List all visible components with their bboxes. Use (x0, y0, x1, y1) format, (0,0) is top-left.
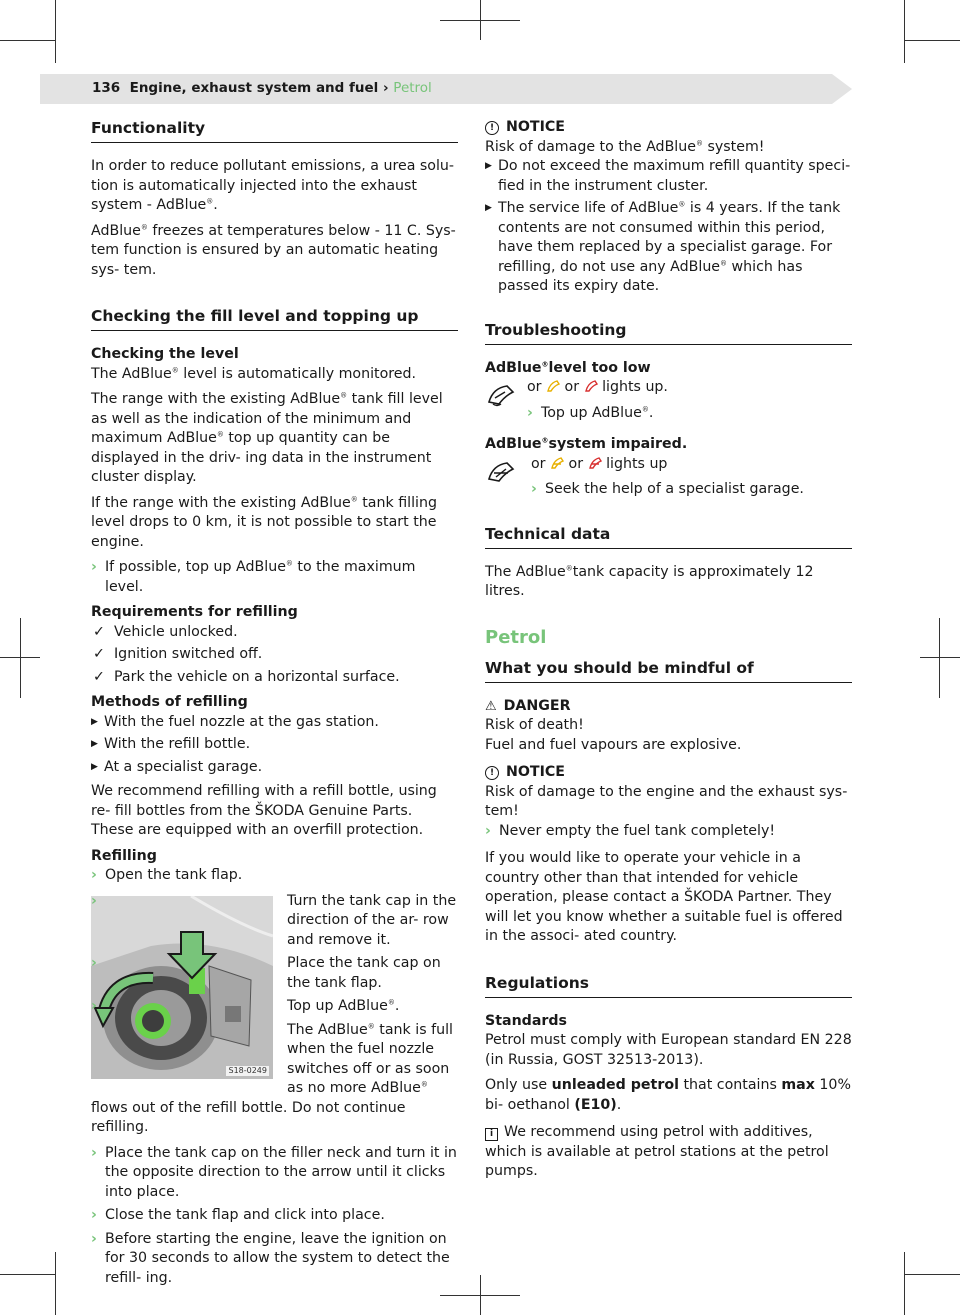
notice-icon: ! (485, 121, 499, 135)
right-column (485, 118, 852, 1188)
chevron-icon: › (91, 1230, 97, 1247)
chevron-icon: › (527, 404, 533, 421)
recommend-paragraph: We recommend refilling with a refill bottle, using re- fill bottles from the ŠKODA Genuine Parts. These are equipped with an overfill protection. (91, 783, 437, 838)
chevron-icon: › (531, 481, 537, 497)
triangle-bullet-icon: ▶ (485, 161, 492, 171)
chevron-icon: › (91, 892, 97, 909)
trouble-2-action: › Seek the help of a specialist garage. (531, 480, 852, 500)
chevron-icon: › (91, 955, 97, 971)
requirement-item: ✓ Park the vehicle on a horizontal surface. (91, 668, 458, 688)
heading-regulations: Regulations (485, 973, 852, 998)
crop-mark (55, 1252, 56, 1315)
subheading-refilling: Refilling (91, 847, 157, 864)
crop-mark (904, 1274, 960, 1275)
notice-icon: ! (485, 766, 499, 780)
subheading-standards: Standards (485, 1012, 568, 1029)
crop-mark (0, 1274, 55, 1275)
triangle-bullet-icon: ▶ (91, 716, 98, 727)
refill-step-place-cap: › Place the tank cap on the tank flap. (91, 955, 441, 991)
page-number: 136 (92, 80, 121, 96)
notice-heading: ! NOTICE (485, 118, 852, 138)
figure-block (91, 890, 458, 1138)
requirement-item: ✓ Vehicle unlocked. (91, 623, 458, 643)
heading-technical-data: Technical data (485, 524, 852, 549)
heading-checking-fill-level: Checking the fill level and topping up (91, 306, 458, 331)
breadcrumb-section[interactable]: Petrol (393, 80, 432, 96)
tank-full-paragraph: The AdBlue® tank is full when the fuel nozzle switches off or as soon as no more AdBlue® flows out of the refill bottle. Do not continue refilling. (91, 1021, 453, 1135)
method-item: ▶ With the fuel nozzle at the gas station. (91, 713, 458, 733)
breadcrumb-separator: › (383, 80, 389, 96)
refill-step-place-on-neck: › Place the tank cap on the filler neck and turn it in the opposite direction to the arrow until it clicks into place. (91, 1144, 457, 1200)
checking-paragraph-2: The range with the existing AdBlue® tank fill level as well as the indication of the minimum and maximum AdBlue® top up quantity can be displayed in the driv- ing data in the instrument cluster display. (91, 391, 443, 485)
chevron-icon: › (91, 1144, 97, 1161)
crop-mark (55, 0, 56, 63)
requirement-item: ✓ Ignition switched off. (91, 645, 458, 665)
notice-bullet: ▶ The service life of AdBlue® is 4 years. If the tank contents are not consumed within this period, have them replaced by a specialist garage. For refilling, do not use any AdBlue® which has passed its expiry date. (485, 200, 841, 294)
heading-troubleshooting: Troubleshooting (485, 320, 852, 345)
heading-mindful: What you should be mindful of (485, 658, 852, 683)
adblue-red-lamp-icon (584, 379, 598, 393)
refill-step-close-flap: › Close the tank flap and click into place. (91, 1206, 458, 1226)
only-use-paragraph: Only use unleaded petrol that contains max 10% bi- oethanol (E10). (485, 1077, 851, 1113)
figure-label: S18-0249 (228, 1065, 267, 1075)
running-header (92, 79, 432, 99)
triangle-bullet-icon: ▶ (485, 203, 492, 213)
triangle-bullet-icon: ▶ (91, 761, 98, 772)
crop-mark (440, 20, 520, 21)
crop-mark (939, 618, 940, 698)
notice-heading-2: ! NOTICE (485, 763, 852, 783)
triangle-bullet-icon: ▶ (91, 739, 98, 749)
crop-mark (440, 1295, 520, 1296)
trouble-1-title: AdBlue®level too low (485, 359, 651, 376)
checkmark-icon: ✓ (93, 623, 105, 640)
chevron-icon: › (91, 867, 97, 883)
additives-paragraph: i We recommend using petrol with additives, which is available at petrol stations at the petrol pumps. (485, 1124, 829, 1179)
functionality-paragraph-2: AdBlue® freezes at temperatures below - 11 C. Sys- tem function is ensured by an automatic heating sys- tem. (91, 222, 456, 278)
chevron-icon: › (91, 998, 97, 1014)
refill-step-ignition: › Before starting the engine, leave the ignition on for 30 seconds to allow the system to detect the refill- ing. (91, 1230, 450, 1286)
adblue-system-yellow-lamp-icon (550, 456, 564, 470)
danger-heading: ⚠ DANGER (485, 697, 852, 717)
trouble-1-row: or or lights up. › Top up AdBlue®. (485, 378, 852, 423)
heading-petrol: Petrol (485, 626, 547, 648)
left-column (91, 118, 458, 1292)
notice-line: Risk of damage to the AdBlue® system! (485, 138, 765, 155)
checking-paragraph-3: If the range with the existing AdBlue® tank filling level drops to 0 km, it is not possible to start the engine. (91, 494, 437, 550)
refill-step-turn-cap: › Turn the tank cap in the direction of the ar- row and remove it. (91, 892, 457, 948)
trouble-2-row: or or lights up › Seek the help of a specialist garage. (485, 455, 852, 500)
crop-mark (904, 40, 960, 41)
subheading-requirements: Requirements for refilling (91, 604, 298, 620)
chevron-icon: › (91, 1207, 97, 1223)
subheading-methods: Methods of refilling (91, 694, 248, 710)
chevron-icon: › (485, 822, 491, 839)
crop-mark (920, 657, 960, 658)
adblue-system-lamp-icon (485, 459, 517, 485)
checkmark-icon: ✓ (93, 668, 105, 685)
refill-step-top-up: › Top up AdBlue®. (91, 997, 458, 1017)
trouble-1-action: › Top up AdBlue®. (527, 404, 852, 424)
danger-line-2: Fuel and fuel vapours are explosive. (485, 736, 742, 753)
chevron-icon: › (91, 559, 97, 575)
notice-2-step: › Never empty the fuel tank completely! (485, 822, 852, 842)
checking-line-1: The AdBlue® level is automatically monitored. (91, 365, 417, 382)
adblue-system-red-lamp-icon (588, 456, 602, 470)
danger-line-1: Risk of death! (485, 717, 584, 733)
info-icon: i (485, 1128, 498, 1141)
subheading-checking-level: Checking the level (91, 346, 239, 362)
breadcrumb-chapter[interactable]: Engine, exhaust system and fuel (129, 80, 379, 96)
functionality-paragraph-1: In order to reduce pollutant emissions, a urea solu- tion is automatically injected into the exhaust system - AdBlue®. (91, 158, 455, 213)
technical-paragraph: The AdBlue®tank capacity is approximately 12 litres. (485, 563, 814, 599)
heading-functionality: Functionality (91, 118, 458, 143)
adblue-yellow-lamp-icon (546, 379, 560, 393)
method-item: ▶ At a specialist garage. (91, 758, 458, 778)
notice-2-line: Risk of damage to the engine and the exhaust sys- tem! (485, 783, 848, 819)
notice-bullet: ▶ Do not exceed the maximum refill quantity speci- fied in the instrument cluster. (485, 158, 851, 194)
step-top-up-max: › If possible, top up AdBlue® to the maximum level. (91, 559, 416, 595)
refill-step-open-flap: › Open the tank flap. (91, 866, 458, 886)
standards-paragraph: Petrol must comply with European standard EN 228 (in Russia, GOST 32513-2013). (485, 1032, 852, 1068)
country-paragraph: If you would like to operate your vehicle in a country other than that intended for vehicle operation, please contact a ŠKODA Partner. They will let you know whether a suitable fuel is offered in the associ- ated country. (485, 850, 843, 944)
warning-triangle-icon: ⚠ (485, 698, 497, 714)
method-item: ▶ With the refill bottle. (91, 735, 458, 755)
crop-mark (904, 1252, 905, 1315)
crop-mark (0, 40, 55, 41)
crop-mark (20, 618, 21, 698)
adblue-warning-lamp-icon (485, 382, 517, 408)
crop-mark (904, 0, 905, 63)
checkmark-icon: ✓ (93, 646, 105, 662)
crop-mark (0, 657, 40, 658)
trouble-2-title: AdBlue®system impaired. (485, 436, 688, 452)
